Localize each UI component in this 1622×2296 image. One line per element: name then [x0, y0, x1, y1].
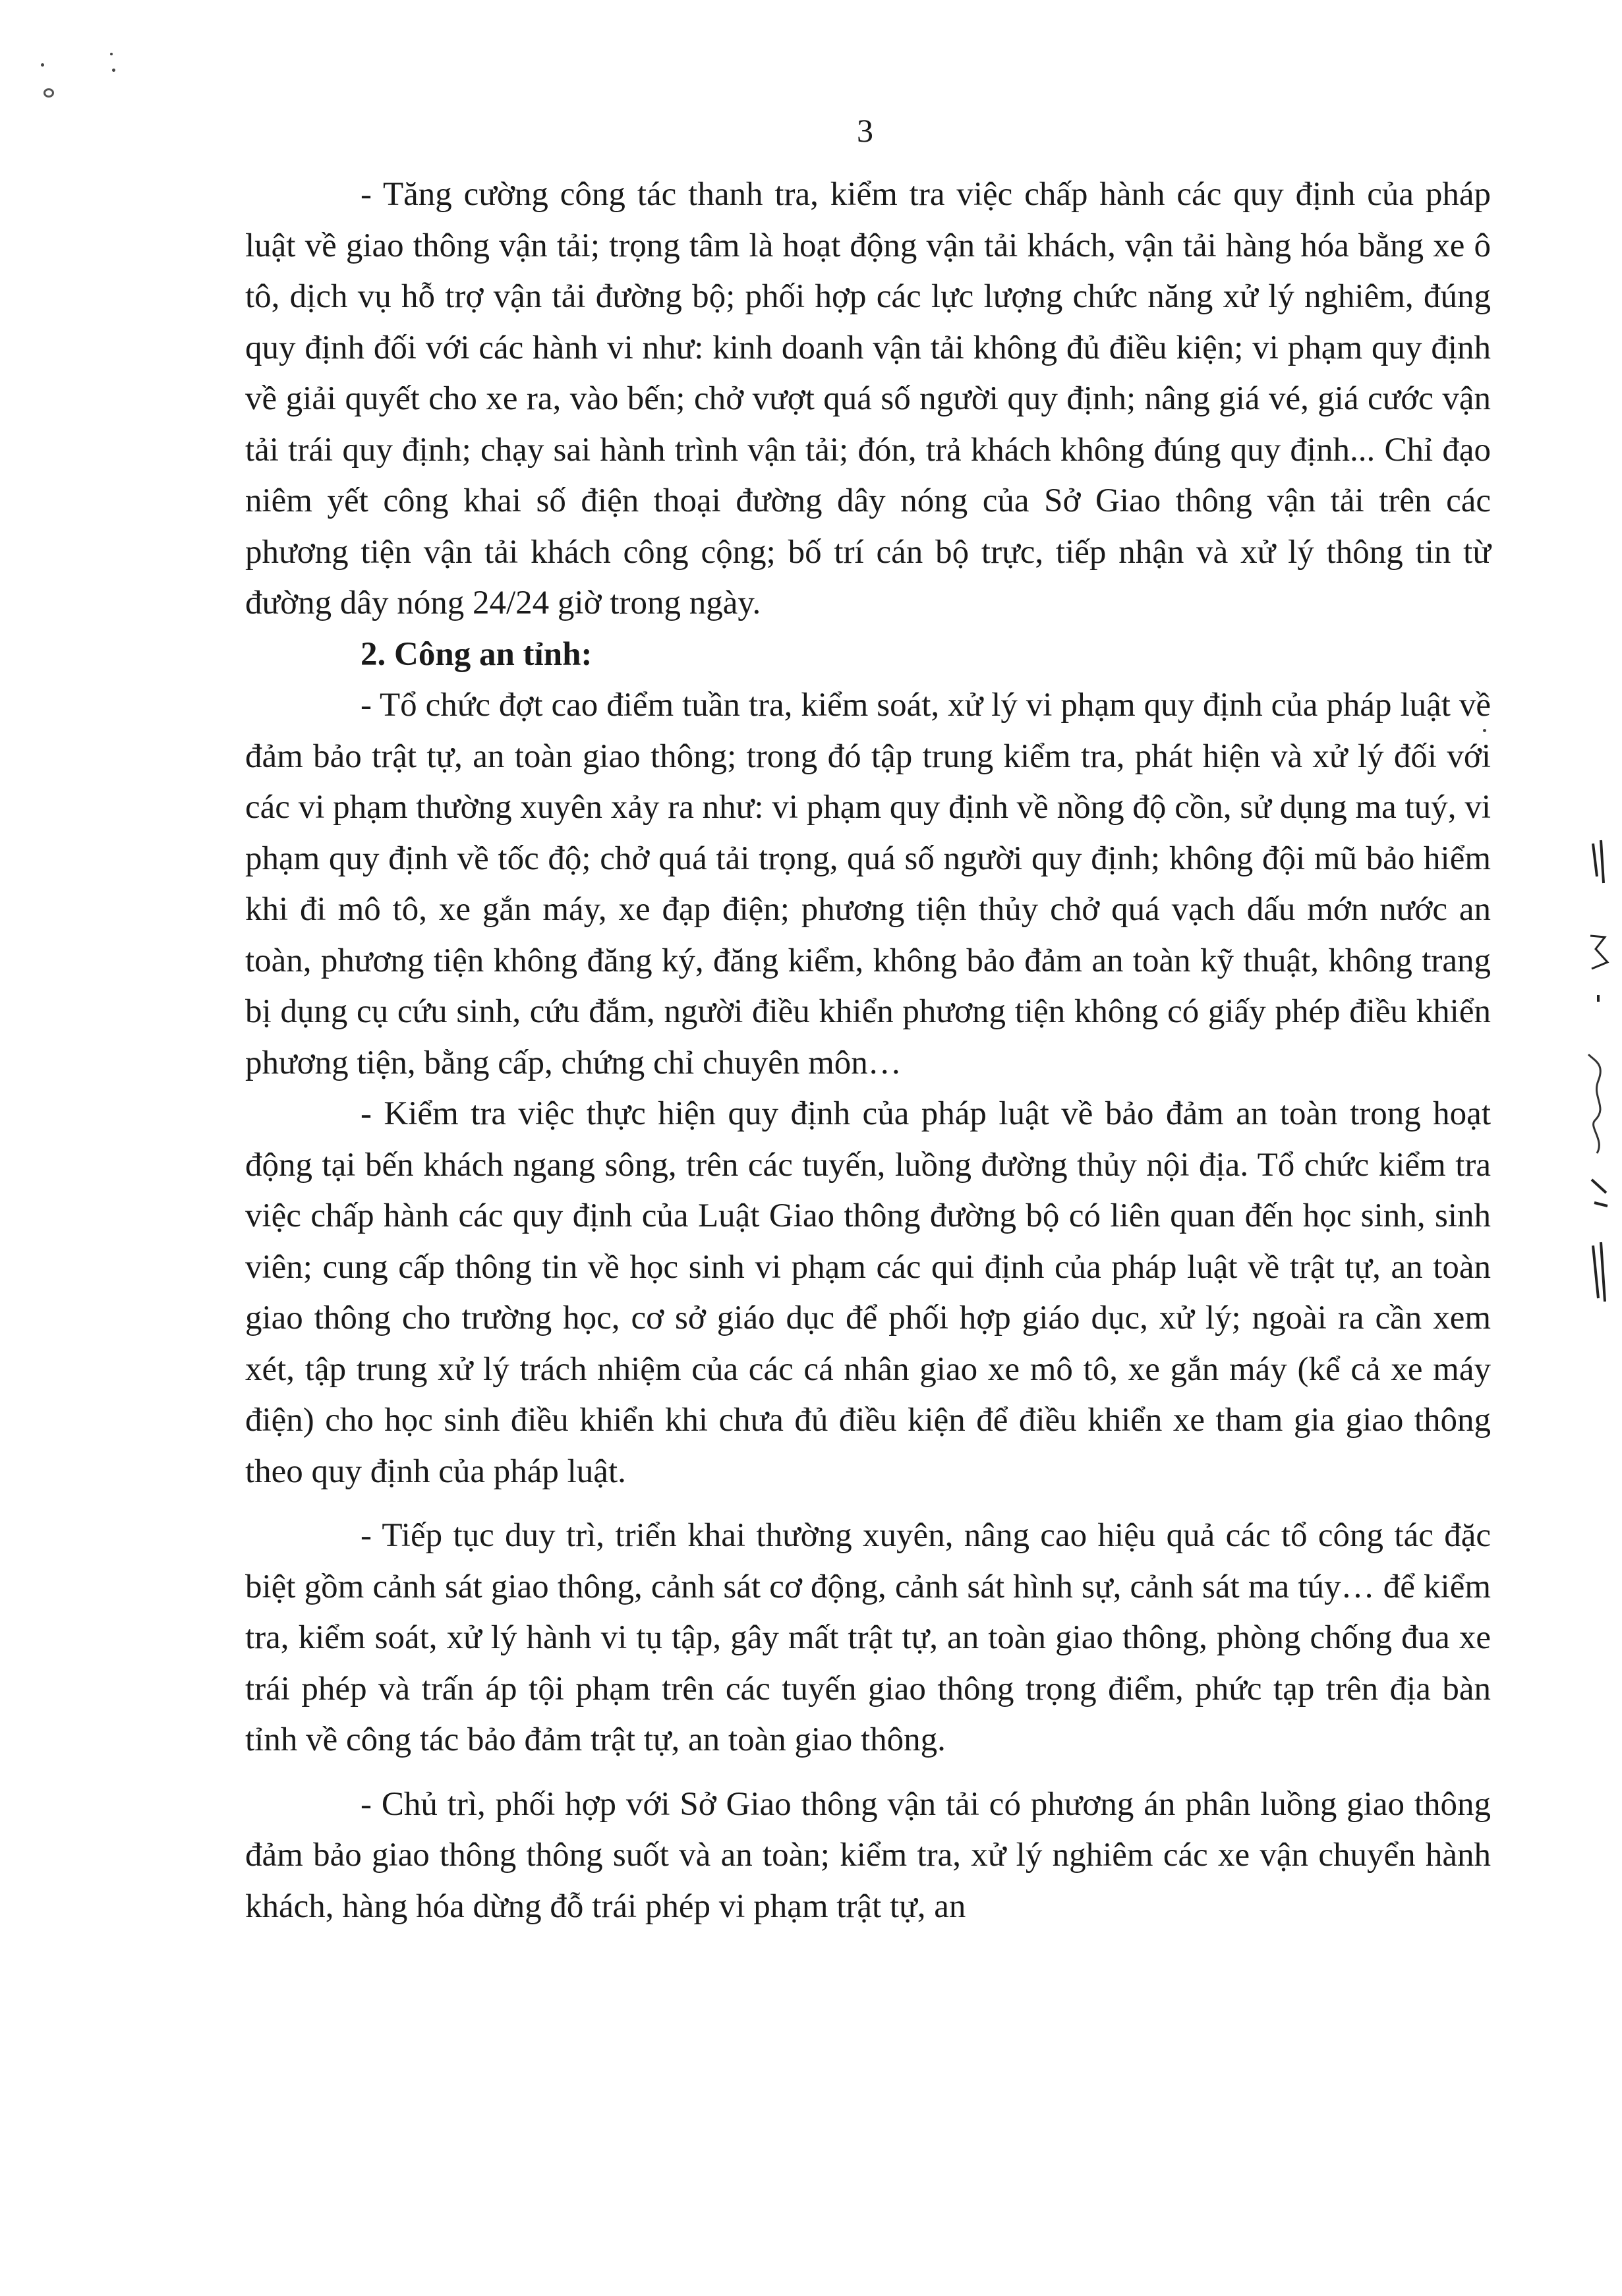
paragraph-peak-patrol: - Tổ chức đợt cao điểm tuần tra, kiểm soát, xử lý vi phạm quy định của pháp luật về đảm bảo trật tự, an toàn giao thông; trong đó tập trung kiểm tra, phát hiện và xử lý đối với các vi phạm thường xuyên xảy ra như: vi phạm quy định về nồng độ cồn, sử dụng ma tuý, vi phạm quy định về tốc độ; chở quá tải trọng, quá số người quy định; không đội mũ bảo hiểm khi đi mô tô, xe gắn máy, xe đạp điện; phương tiện thủy chở quá vạch dấu mớn nước an toàn, phương tiện không đăng ký, đăng kiểm, không bảo đảm an toàn kỹ thuật, không trang bị dụng cụ cứu sinh, cứu đắm, người điều khiển phương tiện không có giấy phép điều khiển phương tiện, bằng cấp, chứng chỉ chuyên môn…	[245, 687, 1491, 1081]
scan-hole-mark	[43, 88, 54, 98]
handwritten-margin-mark	[1579, 837, 1618, 1311]
page-number: 3	[857, 112, 873, 149]
scan-dot	[41, 63, 44, 67]
scan-dot	[112, 69, 115, 72]
paragraph-traffic-routing: - Chủ trì, phối hợp với Sở Giao thông vận tải có phương án phân luồng giao thông đảm bảo giao thông thông suốt và an toàn; kiểm tra, xử lý nghiêm các xe vận chuyển hành khách, hàng hóa dừng đỗ trái phép vi phạm trật tự, an	[245, 1785, 1491, 1925]
scan-dot	[110, 53, 113, 55]
margin-stamp-notes	[1579, 837, 1618, 1311]
paragraph-inspection: - Tăng cường công tác thanh tra, kiểm tra việc chấp hành các quy định của pháp luật về giao thông vận tải; trọng tâm là hoạt động vận tải khách, vận tải hàng hóa bằng xe ô tô, dịch vụ hỗ trợ vận tải đường bộ; phối hợp các lực lượng chức năng xử lý nghiêm, đúng quy định đối với các hành vi như: kinh doanh vận tải không đủ điều kiện; vi phạm quy định về giải quyết cho xe ra, vào bến; chở vượt quá số người quy định; nâng giá vé, giá cước vận tải trái quy định; chạy sai hành trình vận tải; đón, trả khách không đúng quy định... Chỉ đạo niêm yết công khai số điện thoại đường dây nóng của Sở Giao thông vận tải trên các phương tiện vận tải khách công cộng; bố trí cán bộ trực, tiếp nhận và xử lý thông tin từ đường dây nóng 24/24 giờ trong ngày.	[245, 176, 1491, 621]
section-heading-police: 2. Công an tỉnh:	[361, 635, 593, 673]
paragraph-inspection-ferry-students: - Kiểm tra việc thực hiện quy định của pháp luật về bảo đảm an toàn trong hoạt động tại bến khách ngang sông, trên các tuyến, luồng đường thủy nội địa. Tổ chức kiểm tra việc chấp hành các quy định của Luật Giao thông đường bộ có liên quan đến học sinh, sinh viên; cung cấp thông tin về học sinh vi phạm các qui định của pháp luật về trật tự, an toàn giao thông cho trường học, cơ sở giáo dục để phối hợp giáo dục, xử lý; ngoài ra cần xem xét, tập trung xử lý trách nhiệm của các cá nhân giao xe mô tô, xe gắn máy (kể cả xe máy điện) cho học sinh điều khiển khi chưa đủ điều kiện để điều khiển xe tham gia giao thông theo quy định của pháp luật.	[245, 1095, 1491, 1490]
paragraph-special-task-forces: - Tiếp tục duy trì, triển khai thường xuyên, nâng cao hiệu quả các tổ công tác đặc biệt gồm cảnh sát giao thông, cảnh sát cơ động, cảnh sát hình sự, cảnh sát ma túy… để kiểm tra, kiểm soát, xử lý hành vi tụ tập, gây mất trật tự, an toàn giao thông, phòng chống đua xe trái phép và trấn áp tội phạm trên các tuyến giao thông trọng điểm, phức tạp trên địa bàn tỉnh về công tác bảo đảm trật tự, an toàn giao thông.	[245, 1517, 1491, 1758]
document-body	[245, 169, 1491, 1932]
